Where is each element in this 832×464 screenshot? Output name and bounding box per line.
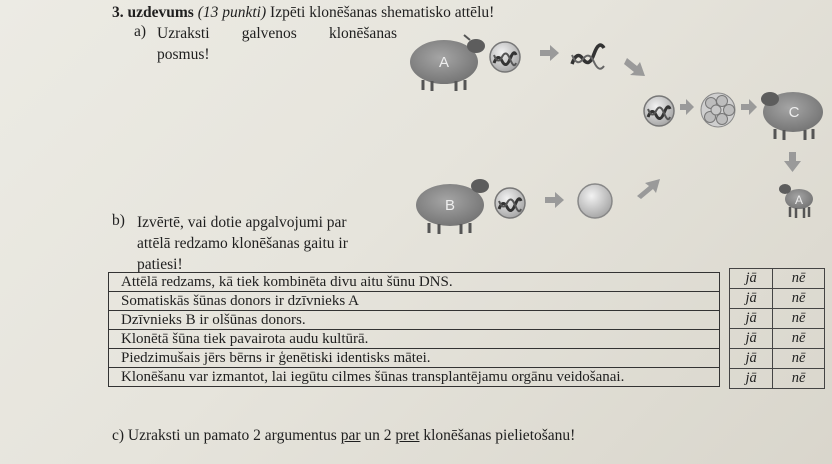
dna-cell-icon — [495, 188, 525, 218]
question-c — [112, 427, 575, 445]
statement-cell: Klonēšanu var izmantot, lai iegūtu cilmes šūnas transplantējamu orgānu veidošanai. — [109, 368, 720, 387]
answer-yes[interactable]: jā — [730, 269, 773, 289]
table-row — [109, 330, 720, 349]
answer-yes[interactable]: jā — [730, 289, 773, 309]
statements-table — [108, 272, 720, 387]
egg-cell-icon — [578, 184, 612, 218]
answer-no[interactable]: nē — [773, 309, 825, 329]
sheep-c-label: C — [788, 104, 800, 121]
lamb-label: A — [794, 193, 804, 207]
answer-no[interactable]: nē — [773, 369, 825, 389]
dna-strand-icon — [572, 45, 604, 69]
question-c-text: un 2 — [360, 427, 396, 444]
question-a-label: a) — [134, 23, 147, 40]
statement-cell: Attēlā redzams, kā tiek kombinēta divu aitu šūnu DNS. — [109, 273, 720, 292]
table-row — [730, 309, 825, 329]
question-c-word-against: pret — [395, 427, 420, 444]
statement-cell: Somatiskās šūnas donors ir dzīvnieks A — [109, 292, 720, 311]
question-b-line: attēlā redzamo klonēšanas gaitu ir — [137, 235, 348, 252]
answer-yes[interactable]: jā — [730, 369, 773, 389]
task-points: (13 punkti) — [197, 4, 267, 21]
arrow-diagonal-icon — [637, 179, 660, 199]
table-row — [109, 349, 720, 368]
table-row — [109, 273, 720, 292]
sheep-b-label: B — [444, 197, 456, 214]
arrow-icon — [741, 99, 757, 115]
question-a-line2: posmus! — [157, 46, 210, 63]
question-a-word: klonēšanas — [328, 25, 397, 42]
question-c-label: c) — [112, 427, 125, 444]
arrow-down-icon — [784, 152, 801, 172]
arrow-icon — [680, 99, 694, 115]
task-instruction: Izpēti klonēšanas shematisko attēlu! — [270, 4, 495, 21]
question-b-line: patiesi! — [137, 256, 183, 273]
answer-no[interactable]: nē — [773, 269, 825, 289]
table-row — [730, 269, 825, 289]
table-row — [109, 311, 720, 330]
arrow-diagonal-icon — [624, 58, 645, 76]
dna-cell-icon — [644, 96, 674, 126]
table-row — [109, 368, 720, 387]
answers-table — [729, 268, 825, 389]
answer-yes[interactable]: jā — [730, 349, 773, 369]
question-b-text — [137, 212, 348, 275]
answer-no[interactable]: nē — [773, 349, 825, 369]
answer-no[interactable]: nē — [773, 329, 825, 349]
question-b-label: b) — [112, 212, 125, 229]
sheep-a-label: A — [438, 54, 450, 71]
statement-cell: Dzīvnieks B ir olšūnas donors. — [109, 311, 720, 330]
table-row — [730, 369, 825, 389]
arrow-icon — [540, 45, 559, 61]
dna-cell-icon — [490, 42, 520, 72]
table-row — [730, 329, 825, 349]
answer-yes[interactable]: jā — [730, 309, 773, 329]
question-a-word: galvenos — [241, 25, 297, 42]
table-row — [730, 349, 825, 369]
answer-yes[interactable]: jā — [730, 329, 773, 349]
question-b-line: Izvērtē, vai dotie apgalvojumi par — [137, 214, 347, 231]
question-c-text: Uzraksti un pamato 2 argumentus — [127, 427, 341, 444]
question-c-word-for: par — [340, 427, 361, 444]
question-a-word: Uzraksti — [157, 25, 210, 42]
statement-cell: Klonētā šūna tiek pavairota audu kultūrā. — [109, 330, 720, 349]
embryo-icon — [701, 93, 735, 127]
table-row — [109, 292, 720, 311]
table-row — [730, 289, 825, 309]
statement-cell: Piedzimušais jērs bērns ir ģenētiski identisks mātei. — [109, 349, 720, 368]
task-number: 3. uzdevums — [112, 4, 194, 21]
answer-no[interactable]: nē — [773, 289, 825, 309]
arrow-icon — [545, 192, 564, 208]
question-c-text: klonēšanas pielietošanu! — [419, 427, 576, 444]
